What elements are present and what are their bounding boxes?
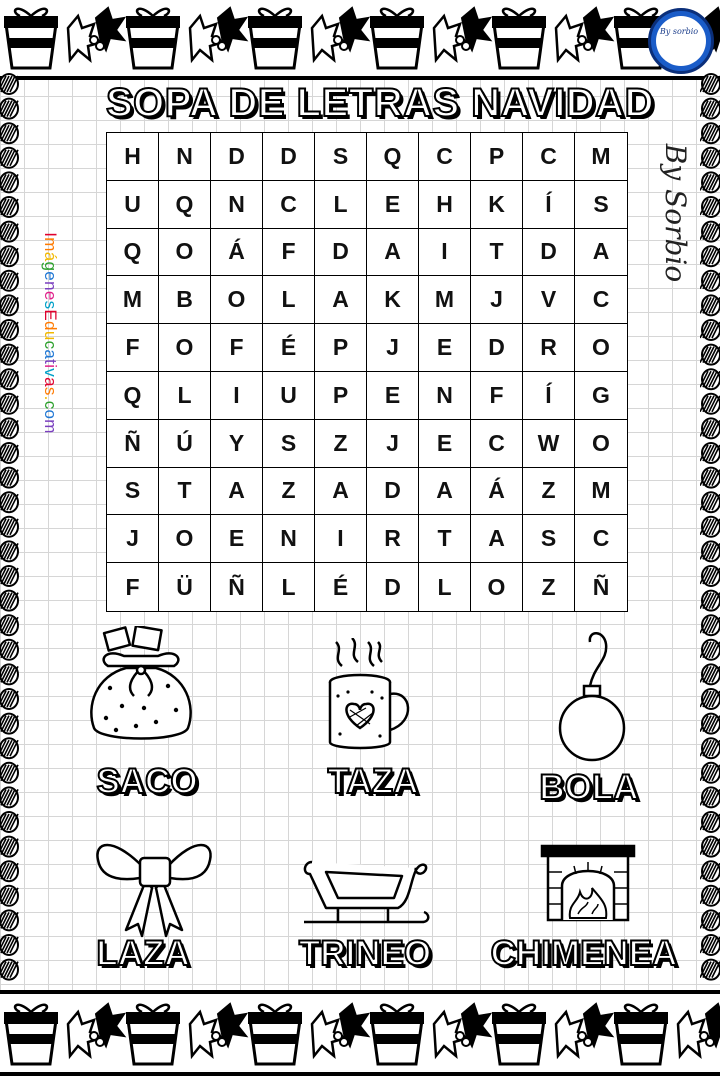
grid-cell: E: [211, 515, 263, 563]
grid-cell: L: [263, 276, 315, 324]
holly-icon: [312, 1004, 368, 1056]
gift-icon: [4, 1005, 58, 1064]
holly-icon: [556, 1004, 612, 1056]
grid-cell: Á: [471, 468, 523, 516]
word-label-laza: LAZA: [96, 934, 190, 973]
grid-cell: B: [159, 276, 211, 324]
grid-cell: L: [315, 181, 367, 229]
grid-cell: A: [211, 468, 263, 516]
grid-cell: H: [419, 181, 471, 229]
grid-cell: D: [471, 324, 523, 372]
grid-cell: F: [211, 324, 263, 372]
grid-cell: C: [523, 133, 575, 181]
grid-cell: O: [159, 515, 211, 563]
grid-cell: Q: [159, 181, 211, 229]
grid-cell: C: [263, 181, 315, 229]
grid-cell: C: [419, 133, 471, 181]
gift-holly-border-bottom: [0, 994, 720, 1072]
grid-cell: Z: [263, 468, 315, 516]
word-label-taza: TAZA: [327, 762, 419, 801]
grid-cell: A: [471, 515, 523, 563]
grid-cell: Í: [523, 372, 575, 420]
fireplace-icon: [534, 842, 642, 924]
grid-cell: Ú: [159, 420, 211, 468]
grid-cell: D: [367, 563, 419, 611]
gift-sack-icon: [86, 626, 196, 746]
grid-cell: D: [211, 133, 263, 181]
grid-cell: V: [523, 276, 575, 324]
grid-cell: Ñ: [211, 563, 263, 611]
grid-cell: O: [471, 563, 523, 611]
word-search-grid: [106, 132, 628, 612]
gift-icon: [126, 1005, 180, 1064]
word-label-chimenea: CHIMENEA: [490, 934, 678, 973]
logo-text: By sorbio: [659, 27, 699, 36]
grid-cell: P: [471, 133, 523, 181]
grid-cell: N: [211, 181, 263, 229]
grid-cell: C: [471, 420, 523, 468]
grid-cell: O: [575, 324, 627, 372]
gift-icon: [492, 9, 546, 68]
grid-cell: J: [471, 276, 523, 324]
grid-cell: Z: [523, 563, 575, 611]
grid-cell: N: [263, 515, 315, 563]
word-label-bola: BOLA: [539, 768, 639, 807]
grid-cell: T: [471, 229, 523, 277]
grid-cell: Í: [523, 181, 575, 229]
grid-cell: K: [367, 276, 419, 324]
grid-cell: Z: [315, 420, 367, 468]
grid-cell: D: [523, 229, 575, 277]
cocoa-mug-icon: [322, 638, 422, 753]
holly-icon: [190, 1004, 246, 1056]
gift-icon: [614, 1005, 668, 1064]
grid-cell: N: [419, 372, 471, 420]
grid-cell: M: [575, 468, 627, 516]
grid-cell: S: [107, 468, 159, 516]
right-border-pattern: [700, 72, 720, 992]
grid-cell: J: [367, 420, 419, 468]
grid-cell: Z: [523, 468, 575, 516]
grid-cell: S: [523, 515, 575, 563]
gift-icon: [4, 9, 58, 68]
grid-cell: S: [575, 181, 627, 229]
word-label-trineo: TRINEO: [298, 934, 432, 973]
holly-icon: [312, 8, 368, 60]
grid-cell: R: [523, 324, 575, 372]
grid-cell: É: [263, 324, 315, 372]
holly-icon: [68, 8, 124, 60]
grid-cell: O: [159, 229, 211, 277]
grid-cell: A: [419, 468, 471, 516]
grid-cell: A: [315, 468, 367, 516]
grid-cell: L: [419, 563, 471, 611]
grid-cell: R: [367, 515, 419, 563]
bottom-border-band: [0, 990, 720, 1076]
holly-icon: [556, 8, 612, 60]
grid-cell: K: [471, 181, 523, 229]
grid-cell: M: [575, 133, 627, 181]
grid-cell: E: [367, 181, 419, 229]
gift-icon: [492, 1005, 546, 1064]
grid-cell: J: [367, 324, 419, 372]
grid-cell: M: [419, 276, 471, 324]
grid-cell: M: [107, 276, 159, 324]
grid-cell: Q: [107, 229, 159, 277]
grid-cell: F: [263, 229, 315, 277]
author-logo: [648, 8, 714, 74]
grid-cell: D: [315, 229, 367, 277]
grid-cell: Ü: [159, 563, 211, 611]
grid-cell: H: [107, 133, 159, 181]
grid-cell: Q: [367, 133, 419, 181]
holly-icon: [68, 1004, 124, 1056]
grid-cell: D: [263, 133, 315, 181]
grid-cell: Ñ: [592, 573, 610, 600]
grid-cell: A: [315, 276, 367, 324]
grid-cell: G: [575, 372, 627, 420]
grid-cell: E: [419, 420, 471, 468]
grid-cell: E: [419, 324, 471, 372]
top-border-band: [0, 0, 720, 80]
grid-cell: L: [159, 372, 211, 420]
grid-cell: Á: [211, 229, 263, 277]
gift-icon: [248, 9, 302, 68]
ornament-ball-icon: [554, 626, 634, 766]
holly-icon: [434, 1004, 490, 1056]
grid-cell: C: [575, 515, 627, 563]
grid-cell: F: [107, 324, 159, 372]
grid-cell: A: [575, 229, 627, 277]
grid-cell: I: [419, 229, 471, 277]
author-signature: By Sorbio: [659, 143, 692, 283]
word-label-saco: SACO: [96, 762, 198, 801]
grid-cell: W: [523, 420, 575, 468]
grid-cell: U: [263, 372, 315, 420]
sleigh-icon: [298, 852, 433, 934]
holly-icon: [678, 1004, 720, 1056]
page-title: SOPA DE LETRAS NAVIDAD: [105, 81, 655, 125]
grid-cell: O: [575, 420, 627, 468]
gift-icon: [126, 9, 180, 68]
grid-cell: C: [575, 276, 627, 324]
grid-cell: F: [107, 563, 159, 611]
grid-cell: N: [159, 133, 211, 181]
gift-icon: [248, 1005, 302, 1064]
grid-cell: I: [315, 515, 367, 563]
grid-cell: J: [107, 515, 159, 563]
grid-cell: D: [367, 468, 419, 516]
grid-cell: I: [211, 372, 263, 420]
grid-cell: L: [263, 563, 315, 611]
grid-cell: S: [263, 420, 315, 468]
grid-cell: O: [159, 324, 211, 372]
website-watermark: ImágenesEducativas.com: [41, 232, 60, 434]
grid-cell: T: [419, 515, 471, 563]
grid-cell: S: [315, 133, 367, 181]
grid-cell: T: [159, 468, 211, 516]
grid-cell: E: [367, 372, 419, 420]
grid-cell: F: [471, 372, 523, 420]
holly-icon: [190, 8, 246, 60]
grid-cell: Ñ: [107, 420, 159, 468]
grid-cell: É: [315, 563, 367, 611]
grid-cell: A: [367, 229, 419, 277]
bow-icon: [92, 826, 217, 941]
grid-cell: Y: [211, 420, 263, 468]
holly-icon: [434, 8, 490, 60]
gift-icon: [370, 9, 424, 68]
grid-cell: O: [211, 276, 263, 324]
gift-icon: [370, 1005, 424, 1064]
grid-cell: Q: [107, 372, 159, 420]
gift-holly-border-top: [0, 0, 720, 76]
left-border-pattern: [0, 72, 20, 992]
grid-cell: P: [315, 324, 367, 372]
grid-cell: P: [315, 372, 367, 420]
grid-cell: U: [107, 181, 159, 229]
